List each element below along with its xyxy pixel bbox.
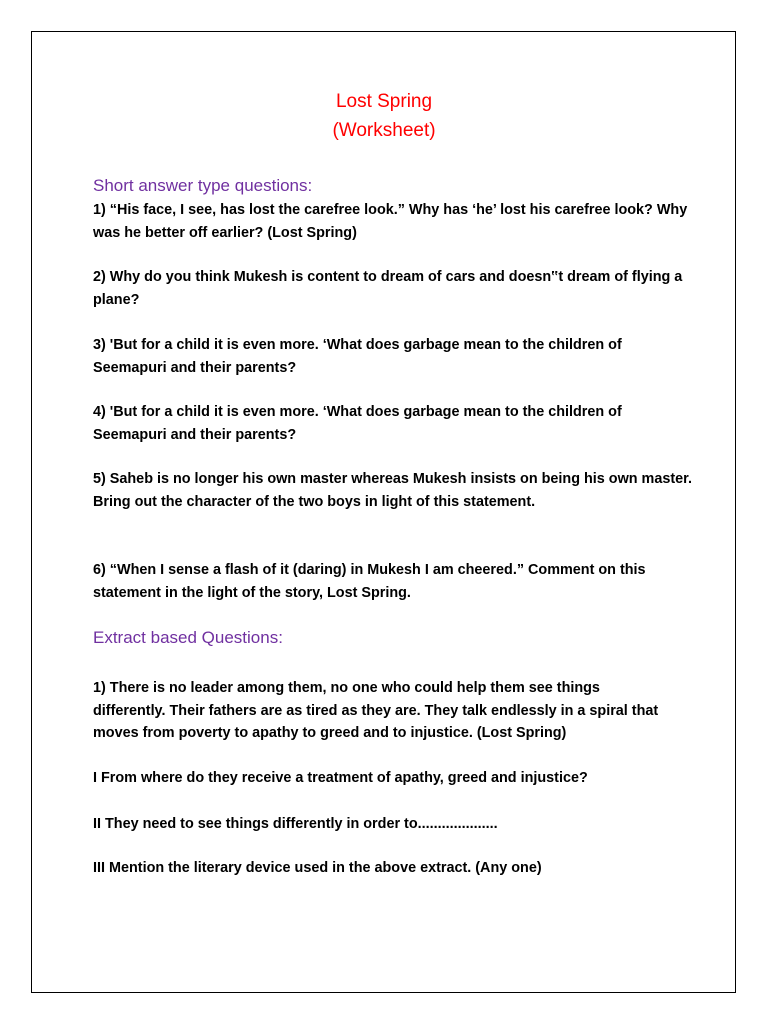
worksheet-subtitle: (Worksheet)	[332, 120, 436, 141]
extract-question-2: II They need to see things differently in order to....................	[93, 816, 498, 832]
short-question-6: 6) “When I sense a flash of it (daring) in Mukesh I am cheered.” Comment on this statement in the light of the story, Lost Spring.	[93, 562, 646, 601]
extract-based-heading: Extract based Questions:	[93, 628, 283, 647]
short-question-4: 4) 'But for a child it is even more. ‘What does garbage mean to the children of Seemapuri and their parents?	[93, 404, 622, 443]
short-question-5: 5) Saheb is no longer his own master whereas Mukesh insists on being his own master. Bring out the character of the two boys in light of this statement.	[93, 471, 692, 510]
extract-question-3: III Mention the literary device used in the above extract. (Any one)	[93, 860, 542, 876]
extract-question-1: I From where do they receive a treatment of apathy, greed and injustice?	[93, 770, 588, 786]
worksheet-title: Lost Spring	[335, 91, 433, 112]
short-question-2: 2) Why do you think Mukesh is content to dream of cars and doesn‟t dream of flying a plane?	[93, 269, 683, 308]
short-question-1: 1) “His face, I see, has lost the carefree look.” Why has ‘he’ lost his carefree look? Why was he better off earlier? (Lost Spring)	[93, 202, 688, 241]
short-question-3: 3) 'But for a child it is even more. ‘What does garbage mean to the children of Seemapuri and their parents?	[93, 337, 622, 376]
short-answer-heading: Short answer type questions:	[93, 176, 313, 195]
extract-passage: 1) There is no leader among them, no one who could help them see things differently. Their fathers are as tired as they are. They talk endlessly in a spiral that moves from poverty to apathy to greed and to injustice. (Lost Spring)	[93, 680, 659, 741]
